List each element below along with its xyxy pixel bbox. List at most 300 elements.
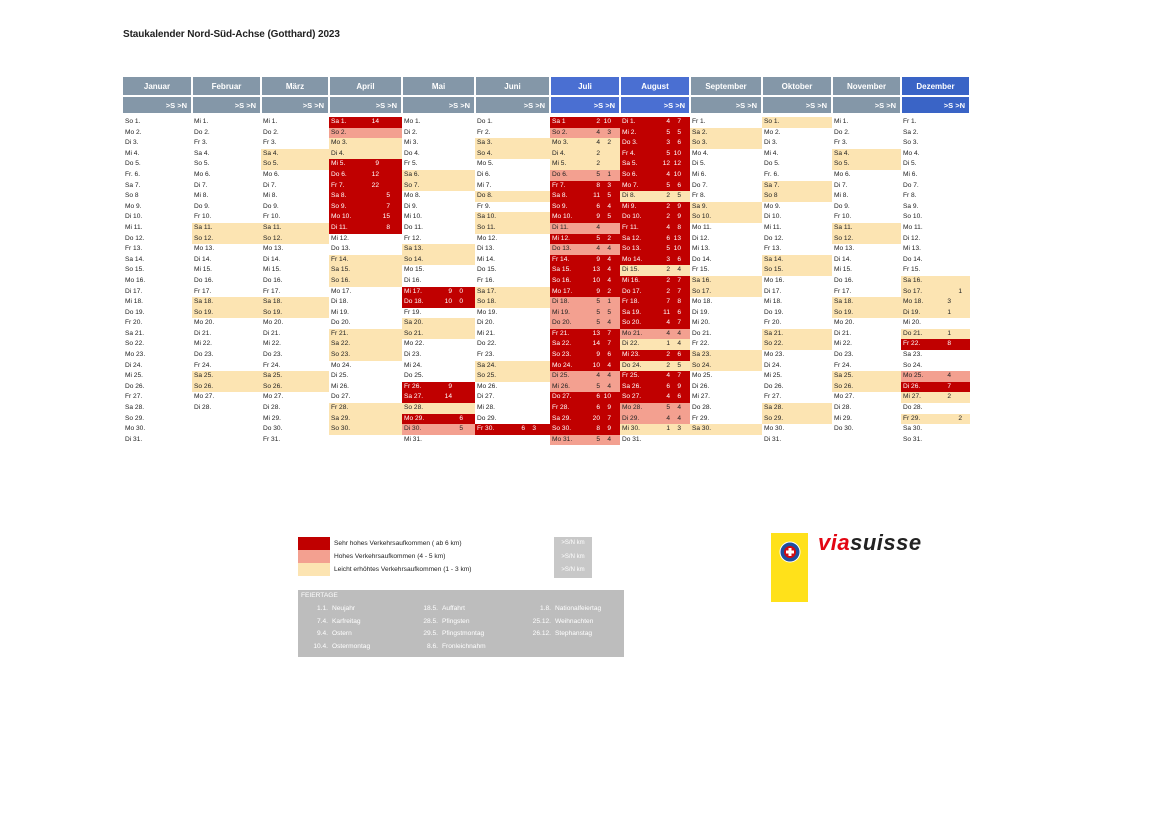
day-label: Di 18. <box>552 298 570 306</box>
day-cell <box>550 181 620 192</box>
day-cell <box>329 117 402 128</box>
day-cell <box>832 350 901 361</box>
direction-header: >S >N <box>620 96 690 113</box>
legend-swatch <box>298 550 330 563</box>
day-cell <box>832 361 901 372</box>
day-label: Mo 28. <box>622 404 643 412</box>
day-cell <box>261 392 329 403</box>
north-km: 7 <box>607 340 611 348</box>
day-label: Do 7. <box>903 181 919 189</box>
day-cell <box>832 265 901 276</box>
day-label: Di 5. <box>692 160 706 168</box>
day-label: Sa 18. <box>194 298 214 306</box>
day-cell <box>620 181 690 192</box>
day-cell <box>475 371 550 382</box>
day-label: Di 20. <box>477 319 495 327</box>
day-label: Do 16. <box>194 276 214 284</box>
day-cell <box>123 149 192 160</box>
day-cell <box>550 308 620 319</box>
day-cell <box>329 223 402 234</box>
day-cell <box>475 191 550 202</box>
day-label: Mi 16. <box>622 276 640 284</box>
day-cell <box>620 212 690 223</box>
day-cell <box>620 223 690 234</box>
north-km: 4 <box>607 255 611 263</box>
day-cell <box>620 202 690 213</box>
south-km: 4 <box>666 319 670 327</box>
south-km: 5 <box>666 245 670 253</box>
north-km: 2 <box>607 234 611 242</box>
day-label: Sa 29. <box>552 414 572 422</box>
day-label: Do 18. <box>404 298 424 306</box>
day-cell <box>690 255 762 266</box>
north-km: 9 <box>607 404 611 412</box>
day-cell <box>261 361 329 372</box>
day-label: Fr 9. <box>477 202 491 210</box>
day-label: Fr 16. <box>477 276 495 284</box>
day-label: Mo 18. <box>903 298 924 306</box>
day-cell <box>192 403 261 414</box>
day-cell <box>261 244 329 255</box>
day-cell <box>475 149 550 160</box>
south-km: 2 <box>666 351 670 359</box>
day-cell <box>475 223 550 234</box>
day-cell <box>261 128 329 139</box>
day-cell <box>329 297 402 308</box>
day-label: Mi 11. <box>764 223 782 231</box>
day-cell <box>123 403 192 414</box>
day-label: Mi 29. <box>263 414 281 422</box>
north-km: 10 <box>603 118 611 125</box>
tcs-emblem-icon <box>779 541 801 563</box>
day-label: Fr. 6. <box>764 170 780 178</box>
day-cell <box>762 202 832 213</box>
day-label: Di 21. <box>834 329 852 337</box>
holiday-item: 26.12. Stephanstag <box>532 630 593 637</box>
day-cell <box>762 276 832 287</box>
month-header: Mai <box>402 77 475 96</box>
day-cell <box>192 117 261 128</box>
day-label: So 8 <box>764 192 778 200</box>
day-label: Mi 18. <box>125 298 143 306</box>
day-cell <box>475 403 550 414</box>
holiday-item: 1.1. Neujahr <box>317 605 356 612</box>
day-label: Do 27. <box>331 393 351 401</box>
day-cell <box>901 361 970 372</box>
month-header: April <box>329 77 402 96</box>
day-label: Mo 6. <box>834 170 851 178</box>
day-cell <box>402 361 475 372</box>
day-label: So 23. <box>331 351 351 359</box>
day-label: Di 31. <box>125 435 143 443</box>
day-label: Di 26. <box>692 382 710 390</box>
south-km: 3 <box>666 139 670 147</box>
north-km: 5 <box>386 192 390 200</box>
day-cell <box>123 212 192 223</box>
day-cell <box>402 276 475 287</box>
north-km: 0 <box>459 298 463 306</box>
day-label: Sa 11. <box>834 223 853 231</box>
day-cell <box>690 308 762 319</box>
day-label: Do 5. <box>764 160 780 168</box>
day-cell <box>329 318 402 329</box>
day-label: Fr 20. <box>125 319 143 327</box>
north-km: 1 <box>958 287 962 295</box>
day-cell <box>261 414 329 425</box>
day-label: Mo 1. <box>404 118 421 125</box>
day-label: So 14. <box>404 255 424 263</box>
north-km: 7 <box>677 319 681 327</box>
day-cell <box>261 223 329 234</box>
day-cell <box>620 159 690 170</box>
day-cell <box>550 223 620 234</box>
north-km: 4 <box>677 329 681 337</box>
day-label: Mo 14. <box>622 255 643 263</box>
day-label: Di 4. <box>331 149 345 157</box>
day-label: Sa 11. <box>263 223 282 231</box>
day-cell <box>123 329 192 340</box>
day-label: Mi 5. <box>331 160 346 168</box>
day-label: Fr 28. <box>331 404 349 412</box>
south-km: 7 <box>947 382 951 390</box>
day-label: Di 12. <box>692 234 710 242</box>
day-label: Mo 23. <box>125 351 146 359</box>
day-cell <box>550 244 620 255</box>
day-cell <box>550 424 620 435</box>
day-cell <box>192 287 261 298</box>
day-cell <box>123 287 192 298</box>
south-km: 6 <box>596 393 600 401</box>
day-label: Sa 6. <box>404 170 420 178</box>
day-cell <box>690 128 762 139</box>
day-cell <box>475 382 550 393</box>
north-km: 7 <box>677 372 681 380</box>
day-label: Di 4. <box>552 149 566 157</box>
day-cell <box>192 223 261 234</box>
day-label: Di 21. <box>194 329 212 337</box>
page-title: Staukalender Nord-Süd-Achse (Gotthard) 2023 <box>123 29 340 40</box>
day-label: Fr 14. <box>552 255 570 263</box>
day-label: Do 5. <box>125 160 141 168</box>
day-cell <box>762 265 832 276</box>
day-cell <box>123 350 192 361</box>
day-label: Do 7. <box>692 181 708 189</box>
day-cell <box>123 414 192 425</box>
south-km: 2 <box>666 266 670 274</box>
day-label: So 18. <box>477 298 497 306</box>
day-label: Mi 25. <box>125 372 143 380</box>
day-label: Mi 19. <box>552 308 570 316</box>
day-cell <box>901 138 970 149</box>
day-cell <box>762 382 832 393</box>
day-label: Mo 30. <box>125 425 146 433</box>
day-label: Di 2. <box>404 128 418 136</box>
day-label: Mo 6. <box>194 170 211 178</box>
day-cell <box>762 170 832 181</box>
south-km: 4 <box>596 223 600 231</box>
north-km: 1 <box>607 298 611 306</box>
day-label: Do 24. <box>622 361 642 369</box>
day-label: Mo 17. <box>552 287 573 295</box>
day-cell <box>261 371 329 382</box>
day-cell <box>402 382 475 393</box>
day-cell <box>261 276 329 287</box>
south-km: 2 <box>666 276 670 284</box>
day-label: Fr 19. <box>404 308 422 316</box>
day-cell <box>690 117 762 128</box>
south-km: 10 <box>592 361 600 369</box>
day-cell <box>261 191 329 202</box>
day-label: Mi 10. <box>404 213 422 221</box>
day-label: Sa 14. <box>764 255 784 263</box>
day-cell <box>475 424 550 435</box>
south-km: 2 <box>596 118 600 125</box>
day-label: Do 23. <box>194 351 214 359</box>
north-km: 9 <box>677 213 681 221</box>
day-cell <box>261 212 329 223</box>
day-cell <box>832 308 901 319</box>
day-cell <box>261 265 329 276</box>
north-km: 5 <box>607 308 611 316</box>
direction-header: >S >N <box>550 96 620 113</box>
north-km: 7 <box>607 329 611 337</box>
day-label: Fr. 6. <box>125 170 141 178</box>
empty-cell <box>192 424 261 435</box>
day-cell <box>901 181 970 192</box>
day-label: Fr 10. <box>834 213 852 221</box>
day-cell <box>402 435 475 446</box>
day-label: Sa 25. <box>834 372 854 380</box>
day-cell <box>261 403 329 414</box>
day-label: Fr 29. <box>903 414 921 422</box>
day-cell <box>550 297 620 308</box>
day-cell <box>402 308 475 319</box>
south-km: 14 <box>371 118 379 125</box>
day-cell <box>550 371 620 382</box>
day-label: Sa 1. <box>331 118 347 125</box>
day-label: Sa 23. <box>903 351 923 359</box>
north-km: 4 <box>677 414 681 422</box>
day-cell <box>402 318 475 329</box>
day-cell <box>123 170 192 181</box>
day-cell <box>832 138 901 149</box>
day-label: Do 21. <box>692 329 712 337</box>
day-cell <box>123 392 192 403</box>
day-cell <box>402 255 475 266</box>
day-label: Mo 15. <box>404 266 425 274</box>
day-label: Fr 31. <box>263 435 281 443</box>
day-label: Fr 4. <box>622 149 636 157</box>
day-label: Mi 22. <box>194 340 212 348</box>
day-cell <box>620 329 690 340</box>
day-label: Sa 27. <box>404 393 424 401</box>
day-cell <box>832 276 901 287</box>
day-cell <box>192 318 261 329</box>
day-label: Sa 13. <box>404 245 424 253</box>
month-header: Dezember <box>901 77 970 96</box>
day-cell <box>192 382 261 393</box>
day-cell <box>690 223 762 234</box>
day-cell <box>690 424 762 435</box>
day-label: Di 22. <box>622 340 640 348</box>
holidays-column <box>298 605 370 655</box>
day-cell <box>901 128 970 139</box>
north-km: 4 <box>607 382 611 390</box>
day-cell <box>475 117 550 128</box>
day-label: So 16. <box>331 276 351 284</box>
day-label: So 7. <box>404 181 420 189</box>
month-header: November <box>832 77 901 96</box>
day-label: Mo 11. <box>903 223 923 231</box>
day-cell <box>832 318 901 329</box>
south-km: 2 <box>666 202 670 210</box>
day-label: Mi 15. <box>263 266 281 274</box>
day-label: Sa 11. <box>194 223 213 231</box>
day-label: Mo 11. <box>692 223 712 231</box>
day-cell <box>762 424 832 435</box>
day-label: So 12. <box>834 234 854 242</box>
day-cell <box>475 138 550 149</box>
day-label: Fr 8. <box>903 192 917 200</box>
north-km: 4 <box>677 340 681 348</box>
north-km: 0 <box>459 287 463 295</box>
day-label: Mi 4. <box>125 149 140 157</box>
south-km: 1 <box>947 308 951 316</box>
day-cell <box>261 255 329 266</box>
day-cell <box>192 212 261 223</box>
day-cell <box>832 371 901 382</box>
day-label: Sa 26. <box>622 382 642 390</box>
day-cell <box>762 297 832 308</box>
day-cell <box>329 403 402 414</box>
day-label: Do 25. <box>404 372 424 380</box>
day-label: Mi 2. <box>622 128 637 136</box>
day-label: Sa 23. <box>692 351 712 359</box>
day-cell <box>901 403 970 414</box>
day-cell <box>261 117 329 128</box>
day-label: Mi 8. <box>194 192 209 200</box>
day-cell <box>550 234 620 245</box>
day-label: So 26. <box>194 382 214 390</box>
day-cell <box>123 371 192 382</box>
empty-cell <box>690 435 762 446</box>
north-km: 5 <box>677 128 681 136</box>
day-label: Di 8. <box>622 192 636 200</box>
day-cell <box>620 244 690 255</box>
day-label: Do 13. <box>552 245 572 253</box>
day-label: So 30. <box>331 425 351 433</box>
day-cell <box>402 223 475 234</box>
day-label: Di 18. <box>331 298 349 306</box>
day-label: Fr 13. <box>125 245 143 253</box>
north-km: 5 <box>607 213 611 221</box>
north-km: 4 <box>677 266 681 274</box>
day-label: Mi 13. <box>903 245 921 253</box>
day-cell <box>123 276 192 287</box>
day-label: Fr 11. <box>622 223 639 231</box>
day-label: Sa 22. <box>331 340 351 348</box>
day-label: So 17. <box>903 287 923 295</box>
day-cell <box>329 202 402 213</box>
day-cell <box>475 170 550 181</box>
day-cell <box>762 223 832 234</box>
day-label: Di 17. <box>125 287 143 295</box>
north-km: 4 <box>607 372 611 380</box>
day-cell <box>550 361 620 372</box>
south-km: 10 <box>592 276 600 284</box>
day-label: Do 6. <box>331 170 347 178</box>
day-cell <box>192 159 261 170</box>
day-label: Di 15. <box>622 266 640 274</box>
day-cell <box>620 276 690 287</box>
south-km: 9 <box>596 213 600 221</box>
day-label: So 22. <box>125 340 145 348</box>
day-label: Mo 9. <box>764 202 781 210</box>
day-label: Mo 30. <box>764 425 785 433</box>
south-km: 5 <box>666 404 670 412</box>
day-label: Mo 19. <box>477 308 498 316</box>
day-cell <box>550 392 620 403</box>
south-km: 2 <box>666 213 670 221</box>
day-cell <box>329 159 402 170</box>
north-km: 1 <box>607 170 611 178</box>
day-label: Di 11. <box>331 223 348 231</box>
day-label: Fr 17. <box>194 287 212 295</box>
day-cell <box>402 181 475 192</box>
south-km: 9 <box>448 287 452 295</box>
day-cell <box>620 382 690 393</box>
day-cell <box>475 255 550 266</box>
day-cell <box>123 223 192 234</box>
day-cell <box>620 117 690 128</box>
north-km: 6 <box>677 255 681 263</box>
day-label: So 12. <box>194 234 214 242</box>
day-label: Do 26. <box>764 382 784 390</box>
day-cell <box>475 276 550 287</box>
day-cell <box>620 191 690 202</box>
day-cell <box>690 191 762 202</box>
day-label: Di 25. <box>552 372 570 380</box>
day-cell <box>832 117 901 128</box>
north-km: 3 <box>677 425 681 433</box>
north-km: 7 <box>677 118 681 125</box>
day-label: Mi 23. <box>622 351 640 359</box>
day-cell <box>901 244 970 255</box>
day-cell <box>620 170 690 181</box>
day-cell <box>762 308 832 319</box>
south-km: 4 <box>666 329 670 337</box>
day-cell <box>901 117 970 128</box>
south-km: 12 <box>662 160 670 168</box>
north-km: 3 <box>532 425 536 433</box>
day-cell <box>402 424 475 435</box>
day-cell <box>329 138 402 149</box>
day-label: So 2. <box>552 128 568 136</box>
day-cell <box>261 181 329 192</box>
day-cell <box>402 329 475 340</box>
tcs-logo <box>771 533 808 602</box>
day-label: So 28. <box>404 404 424 412</box>
north-km: 6 <box>677 393 681 401</box>
day-cell <box>192 244 261 255</box>
day-cell <box>620 138 690 149</box>
south-km: 6 <box>666 382 670 390</box>
day-label: So 9. <box>331 202 347 210</box>
day-label: Mo 17. <box>331 287 352 295</box>
day-cell <box>832 339 901 350</box>
day-cell <box>690 392 762 403</box>
day-cell <box>762 392 832 403</box>
